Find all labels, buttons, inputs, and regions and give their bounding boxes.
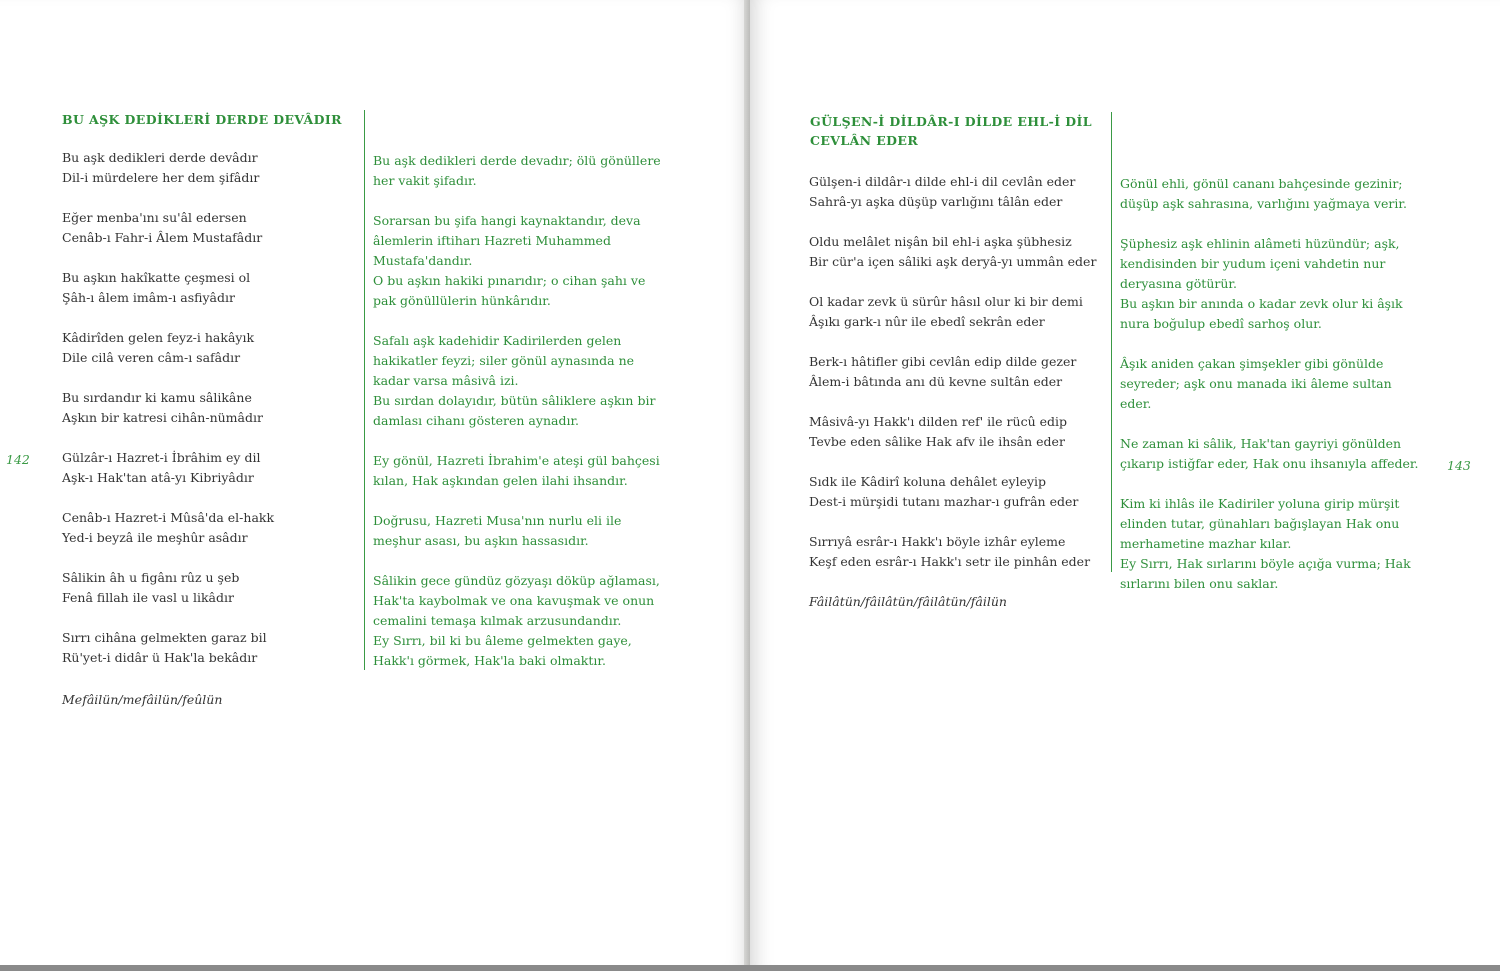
verse-line: Yed-i beyzâ ile meşhûr asâdır	[62, 530, 248, 545]
verse-line: Gülşen-i dildâr-ı dilde ehl-i dil cevlân eder	[809, 174, 1076, 189]
verse-line: Dil-i mürdelere her dem şifâdır	[62, 170, 260, 185]
translation-paragraph: Ne zaman ki sâlik, Hak'tan gayriyi gönülden çıkarıp istiğfar eder, Hak onu ihsanıyla affeder.	[1120, 436, 1419, 471]
verse-line: Sıdk ile Kâdirî koluna dehâlet eyleyip	[809, 474, 1047, 489]
verse-stanza	[809, 352, 1099, 392]
right-page	[750, 0, 1500, 971]
verse-stanza	[62, 268, 352, 308]
verse-line: Eğer menba'ını su'âl edersen	[62, 210, 247, 225]
verse-line: Dile cilâ veren câm-ı safâdır	[62, 350, 241, 365]
verse-stanza	[62, 148, 352, 188]
verse-line: Aşkın bir katresi cihân-nümâdır	[62, 410, 263, 425]
left-poem-verses	[62, 148, 352, 688]
verse-line: Şâh-ı âlem imâm-ı asfiyâdır	[62, 290, 235, 305]
verse-stanza	[62, 508, 352, 548]
verse-stanza	[62, 208, 352, 248]
verse-stanza	[809, 232, 1099, 272]
verse-line: Tevbe eden sâlike Hak afv ile ihsân eder	[809, 434, 1065, 449]
verse-line: Bu aşk dedikleri derde devâdır	[62, 150, 258, 165]
right-poem-title-line-1: GÜLŞEN-İ DİLDÂR-I DİLDE EHL-İ DİL	[810, 114, 1092, 129]
verse-line: Cenâb-ı Hazret-i Mûsâ'da el-hakk	[62, 510, 275, 525]
verse-line: Âlem-i bâtında anı dü kevne sultân eder	[809, 374, 1063, 389]
left-page-number: 142	[6, 452, 30, 467]
translation-paragraph: Ey gönül, Hazreti İbrahim'e ateşi gül bahçesi kılan, Hak aşkından gelen ilahi ihsandır.	[373, 453, 660, 488]
verse-line: Keşf eden esrâr-ı Hakk'ı setr ile pinhân eder	[809, 554, 1091, 569]
verse-stanza	[62, 328, 352, 368]
verse-line: Gülzâr-ı Hazret-i İbrâhim ey dil	[62, 450, 261, 465]
verse-line: Bir cür'a içen sâliki aşk deryâ-yı ummân eder	[809, 254, 1097, 269]
verse-stanza	[62, 628, 352, 668]
right-poem-title-line-2: CEVLÂN EDER	[810, 133, 919, 148]
translation-paragraph: Âşık aniden çakan şimşekler gibi gönülde seyreder; aşk onu manada iki âleme sultan eder.	[1120, 356, 1392, 411]
right-page-number: 143	[1447, 458, 1471, 473]
right-poem-verses	[809, 172, 1099, 592]
verse-line: Sahrâ-yı aşka düşüp varlığını tâlân eder	[809, 194, 1063, 209]
translation-paragraph: Gönül ehli, gönül cananı bahçesinde gezinir; düşüp aşk sahrasına, varlığını yağmaya verir.	[1120, 176, 1407, 211]
translation-paragraph: Sorarsan bu şifa hangi kaynaktandır, deva âlemlerin iftiharı Hazreti Muhammed Mustafa'dandır. O bu aşkın hakiki pınarıdır; o cihan şahı ve pak gönüllülerin hünkârıdır.	[373, 213, 646, 308]
translation-paragraph: Safalı aşk kadehidir Kadirilerden gelen hakikatler feyzi; siler gönül aynasında ne kadar varsa mâsivâ izi. Bu sırdan dolayıdır, bütün sâliklere aşkın bir damlası cihanı gösteren aynadır.	[373, 333, 656, 428]
verse-line: Sâlikin âh u figânı rûz u şeb	[62, 570, 240, 585]
verse-stanza	[62, 448, 352, 488]
verse-line: Oldu melâlet nişân bil ehl-i aşka şübhesiz	[809, 234, 1072, 249]
verse-stanza	[809, 292, 1099, 332]
verse-line: Fenâ fillah ile vasl u likâdır	[62, 590, 234, 605]
left-poem-title: BU AŞK DEDİKLERİ DERDE DEVÂDIR	[62, 112, 342, 127]
verse-line: Bu sırdandır ki kamu sâlikâne	[62, 390, 252, 405]
translation-paragraph: Bu aşk dedikleri derde devadır; ölü gönüllere her vakit şifadır.	[373, 153, 661, 188]
right-poem-meter: Fâilâtün/fâilâtün/fâilâtün/fâilün	[809, 594, 1007, 609]
right-column-divider	[1111, 112, 1112, 572]
verse-line: Bu aşkın hakîkatte çeşmesi ol	[62, 270, 251, 285]
verse-line: Sırrıyâ esrâr-ı Hakk'ı böyle izhâr eyleme	[809, 534, 1066, 549]
verse-line: Âşıkı gark-ı nûr ile ebedî sekrân eder	[809, 314, 1045, 329]
right-poem-title	[810, 112, 1092, 150]
verse-stanza	[809, 172, 1099, 212]
verse-stanza	[62, 388, 352, 428]
verse-line: Kâdirîden gelen feyz-i hakâyık	[62, 330, 255, 345]
verse-line: Sırrı cihâna gelmekten garaz bil	[62, 630, 267, 645]
verse-line: Aşk-ı Hak'tan atâ-yı Kibriyâdır	[62, 470, 254, 485]
verse-stanza	[809, 532, 1099, 572]
left-column-divider	[364, 110, 365, 670]
translation-paragraph: Kim ki ihlâs ile Kadiriler yoluna girip mürşit elinden tutar, günahları bağışlayan Hak onu merhametine mazhar kılar. Ey Sırrı, Hak sırlarını böyle açığa vurma; Hak sırlarını bilen onu saklar.	[1120, 496, 1411, 591]
left-poem-translation	[373, 151, 665, 691]
translation-paragraph: Doğrusu, Hazreti Musa'nın nurlu eli ile meşhur asası, bu aşkın hassasıdır.	[373, 513, 622, 548]
translation-paragraph: Şüphesiz aşk ehlinin alâmeti hüzündür; aşk, kendisinden bir yudum içeni vahdetin nur deryasına götürür. Bu aşkın bir anında o kadar zevk olur ki âşık nura boğulup ebedî sarhoş olur.	[1120, 236, 1403, 331]
verse-line: Dest-i mürşidi tutanı mazhar-ı gufrân eder	[809, 494, 1079, 509]
verse-line: Berk-ı hâtifler gibi cevlân edip dilde gezer	[809, 354, 1077, 369]
scan-bottom-edge	[0, 965, 1500, 971]
left-poem-meter: Mefâilün/mefâilün/feûlün	[62, 692, 223, 707]
verse-line: Ol kadar zevk ü sürûr hâsıl olur ki bir demi	[809, 294, 1083, 309]
verse-line: Rü'yet-i didâr ü Hak'la bekâdır	[62, 650, 258, 665]
translation-paragraph: Sâlikin gece gündüz gözyaşı döküp ağlaması, Hak'ta kaybolmak ve ona kavuşmak ve onun cemalini temaşa kılmak arzusundandır. Ey Sırrı, bil ki bu âleme gelmekten gaye, Hakk'ı görmek, Hak'la baki olmaktır.	[373, 573, 660, 668]
verse-stanza	[809, 412, 1099, 452]
verse-stanza	[809, 472, 1099, 512]
verse-stanza	[62, 568, 352, 608]
verse-line: Mâsivâ-yı Hakk'ı dilden ref' ile rücû edip	[809, 414, 1067, 429]
right-poem-translation	[1120, 174, 1420, 614]
verse-line: Cenâb-ı Fahr-i Âlem Mustafâdır	[62, 230, 263, 245]
